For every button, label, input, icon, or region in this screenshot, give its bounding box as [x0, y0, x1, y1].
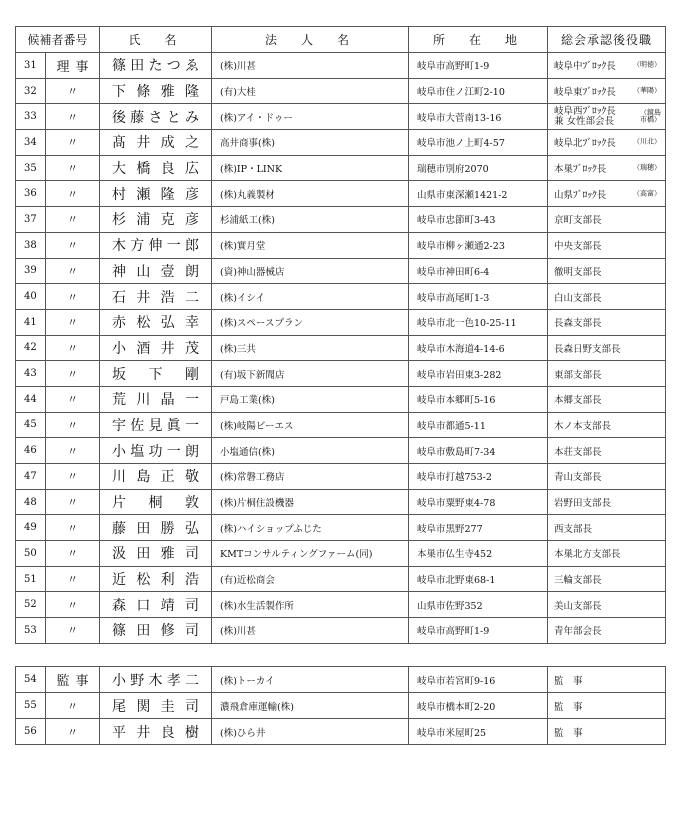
post-after-approval — [548, 78, 666, 104]
corporation-name: (株)トーカイ — [212, 667, 409, 693]
district-note-line-1: （華陽） — [633, 86, 662, 95]
candidate-number: 38 — [16, 232, 46, 258]
corporation-name: (有)坂下新聞店 — [212, 361, 409, 387]
address: 岐阜市米屋町25 — [409, 719, 548, 745]
header-post: 総会承認後役職 — [548, 27, 666, 53]
corporation-name: (株)三共 — [212, 335, 409, 361]
post-after-approval — [548, 181, 666, 207]
table-row — [16, 464, 666, 490]
corporation-name: (株)實月堂 — [212, 232, 409, 258]
post-text: 長森支部長 — [554, 318, 602, 330]
role: 〃 — [46, 207, 100, 233]
address: 岐阜市柳ヶ瀬通2-23 — [409, 232, 548, 258]
post-text: 木ノ本支部長 — [554, 420, 612, 432]
role: 〃 — [46, 515, 100, 541]
table-row — [16, 489, 666, 515]
candidate-name: 尾関圭司 — [100, 693, 212, 719]
post-text: 本荘支部長 — [554, 446, 602, 458]
table-row — [16, 207, 666, 233]
post-after-approval — [548, 464, 666, 490]
corporation-name: 戸島工業(株) — [212, 386, 409, 412]
candidate-name: 髙井成之 — [100, 130, 212, 156]
table-row — [16, 309, 666, 335]
candidate-name: 荒川晶一 — [100, 386, 212, 412]
candidate-name: 杉浦克彦 — [100, 207, 212, 233]
role: 〃 — [46, 693, 100, 719]
post-after-approval — [548, 361, 666, 387]
corporation-name: (株)常磐工務店 — [212, 464, 409, 490]
post-after-approval — [548, 592, 666, 618]
role: 〃 — [46, 719, 100, 745]
role: 〃 — [46, 386, 100, 412]
candidate-name: 小野木孝二 — [100, 667, 212, 693]
table-row — [16, 53, 666, 79]
address: 岐阜市高野町1-9 — [409, 618, 548, 644]
post-after-approval — [548, 155, 666, 181]
address: 岐阜市木海道4-14-6 — [409, 335, 548, 361]
table-row — [16, 618, 666, 644]
corporation-name: (株)川甚 — [212, 53, 409, 79]
header-candidate-no: 候補者番号 — [16, 27, 100, 53]
post-text: 徹明支部長 — [554, 266, 602, 278]
table-row — [16, 386, 666, 412]
candidate-number: 45 — [16, 412, 46, 438]
table-row — [16, 232, 666, 258]
role: 〃 — [46, 412, 100, 438]
candidate-number: 56 — [16, 719, 46, 745]
corporation-name: (株)片桐住設機器 — [212, 489, 409, 515]
district-note-line-1: （瑞穂） — [633, 163, 662, 172]
post-after-approval — [548, 667, 666, 693]
post-text: 東部支部長 — [554, 369, 602, 381]
address: 岐阜市本郷町5-16 — [409, 386, 548, 412]
post-text: 岩野田支部長 — [554, 498, 612, 510]
corporation-name: (株)ひら井 — [212, 719, 409, 745]
table-row — [16, 438, 666, 464]
candidate-number: 49 — [16, 515, 46, 541]
district-note-line-1: （鏡島 — [640, 108, 662, 117]
candidate-number: 54 — [16, 667, 46, 693]
candidate-name: 小塩功一朗 — [100, 438, 212, 464]
address: 山県市東深瀬1421-2 — [409, 181, 548, 207]
address: 岐阜市住ノ江町2-10 — [409, 78, 548, 104]
candidate-number: 52 — [16, 592, 46, 618]
corporation-name: (株)スペースプラン — [212, 309, 409, 335]
address: 岐阜市高尾町1-3 — [409, 284, 548, 310]
address: 岐阜市橋本町2-20 — [409, 693, 548, 719]
corporation-name: (株)ハイショップふじた — [212, 515, 409, 541]
post-text: 長森日野支部長 — [554, 343, 621, 355]
table-row — [16, 78, 666, 104]
corporation-name: 杉浦紙工(株) — [212, 207, 409, 233]
post-text: 京町支部長 — [554, 215, 602, 227]
corporation-name: (株)アイ・ドゥー — [212, 104, 409, 130]
corporation-name: (株)水生活製作所 — [212, 592, 409, 618]
post-after-approval — [548, 130, 666, 156]
candidate-number: 31 — [16, 53, 46, 79]
address: 岐阜市黒野277 — [409, 515, 548, 541]
post-after-approval — [548, 438, 666, 464]
candidate-number: 53 — [16, 618, 46, 644]
table-row — [16, 693, 666, 719]
role: 〃 — [46, 361, 100, 387]
candidate-number: 40 — [16, 284, 46, 310]
header-corporation: 法 人 名 — [212, 27, 409, 53]
corporation-name: (資)神山器械店 — [212, 258, 409, 284]
candidate-name: 宇佐見眞一 — [100, 412, 212, 438]
corporation-name: (株)丸義製材 — [212, 181, 409, 207]
candidate-number: 51 — [16, 566, 46, 592]
post-after-approval — [548, 566, 666, 592]
address: 岐阜市池ノ上町4-57 — [409, 130, 548, 156]
table-row — [16, 361, 666, 387]
post-after-approval — [548, 207, 666, 233]
address: 岐阜市高野町1-9 — [409, 53, 548, 79]
district-note-line-1: （高富） — [633, 189, 662, 198]
address: 岐阜市大菅南13-16 — [409, 104, 548, 130]
post-text: 中央支部長 — [554, 241, 602, 253]
candidate-number: 34 — [16, 130, 46, 156]
post-text: 白山支部長 — [554, 292, 602, 304]
address: 山県市佐野352 — [409, 592, 548, 618]
candidate-name: 森口靖司 — [100, 592, 212, 618]
candidate-number: 47 — [16, 464, 46, 490]
candidate-number: 36 — [16, 181, 46, 207]
candidate-name: 神山壹朗 — [100, 258, 212, 284]
table-row — [16, 592, 666, 618]
post-after-approval — [548, 693, 666, 719]
table-row — [16, 130, 666, 156]
table-row — [16, 412, 666, 438]
role: 〃 — [46, 284, 100, 310]
auditor-candidates-table — [15, 666, 666, 745]
candidate-number: 55 — [16, 693, 46, 719]
role: 〃 — [46, 438, 100, 464]
address: 岐阜市北野東68-1 — [409, 566, 548, 592]
post-text: 岐阜東ﾌﾞﾛｯｸ長 — [554, 87, 616, 99]
candidate-name: 小酒井茂 — [100, 335, 212, 361]
post-after-approval — [548, 386, 666, 412]
candidate-number: 39 — [16, 258, 46, 284]
candidate-name: 石井浩二 — [100, 284, 212, 310]
address: 瑞穂市別府2070 — [409, 155, 548, 181]
table-row — [16, 258, 666, 284]
address: 岐阜市岩田東3-282 — [409, 361, 548, 387]
address: 岐阜市打越753-2 — [409, 464, 548, 490]
table-row — [16, 335, 666, 361]
district-note — [633, 139, 661, 146]
candidate-name: 坂下剛 — [100, 361, 212, 387]
role: 〃 — [46, 618, 100, 644]
post-text: 本巣北方支部長 — [554, 549, 621, 561]
district-note-line-1: （川北） — [633, 137, 662, 146]
role: 〃 — [46, 155, 100, 181]
district-note-line-1: （明徳） — [633, 60, 662, 69]
table-row — [16, 104, 666, 130]
address: 岐阜市都通5-11 — [409, 412, 548, 438]
table-row — [16, 181, 666, 207]
district-note — [633, 164, 661, 171]
candidate-name: 下條雅隆 — [100, 78, 212, 104]
district-note — [633, 190, 661, 197]
address: 岐阜市北一色10-25-11 — [409, 309, 548, 335]
post-text: 岐阜北ﾌﾞﾛｯｸ長 — [554, 138, 616, 150]
director-candidates-table — [15, 26, 666, 644]
district-note — [633, 87, 661, 94]
candidate-number: 41 — [16, 309, 46, 335]
district-note-line-2: 市橋） — [640, 115, 662, 124]
post-text: 監 事 — [554, 675, 583, 687]
header-address: 所 在 地 — [409, 27, 548, 53]
table-row — [16, 284, 666, 310]
role: 〃 — [46, 592, 100, 618]
post-after-approval — [548, 412, 666, 438]
candidate-number: 35 — [16, 155, 46, 181]
candidate-number: 42 — [16, 335, 46, 361]
post-text: 本巣ﾌﾞﾛｯｸ長 — [554, 164, 607, 176]
role: 理事 — [46, 53, 100, 79]
corporation-name: (株)岐陽ビーエス — [212, 412, 409, 438]
address: 岐阜市忠節町3-43 — [409, 207, 548, 233]
candidate-number: 44 — [16, 386, 46, 412]
candidate-name: 片桐敦 — [100, 489, 212, 515]
role: 〃 — [46, 78, 100, 104]
corporation-name: (株)川甚 — [212, 618, 409, 644]
candidate-number: 48 — [16, 489, 46, 515]
role: 〃 — [46, 104, 100, 130]
table-row — [16, 719, 666, 745]
post-text: 監 事 — [554, 701, 583, 713]
post-after-approval — [548, 258, 666, 284]
post-text: 青山支部長 — [554, 472, 602, 484]
candidate-name: 近松利浩 — [100, 566, 212, 592]
corporation-name: KMTコンサルティングファーム(同) — [212, 541, 409, 567]
role: 〃 — [46, 464, 100, 490]
role: 〃 — [46, 335, 100, 361]
address: 本巣市仏生寺452 — [409, 541, 548, 567]
post-after-approval — [548, 541, 666, 567]
candidate-name: 赤松弘幸 — [100, 309, 212, 335]
role: 監事 — [46, 667, 100, 693]
candidate-name: 汲田雅司 — [100, 541, 212, 567]
post-text: 三輪支部長 — [554, 575, 602, 587]
post-line-2: 兼 女性部会長 — [554, 115, 615, 127]
candidate-number: 32 — [16, 78, 46, 104]
role: 〃 — [46, 566, 100, 592]
candidate-name: 藤田勝弘 — [100, 515, 212, 541]
table-row — [16, 515, 666, 541]
address: 岐阜市敷島町7-34 — [409, 438, 548, 464]
header-name: 氏 名 — [100, 27, 212, 53]
role: 〃 — [46, 130, 100, 156]
candidate-number: 43 — [16, 361, 46, 387]
post-text: 岐阜中ﾌﾞﾛｯｸ長 — [554, 61, 616, 73]
candidate-name: 篠田たつゑ — [100, 53, 212, 79]
post-after-approval — [548, 232, 666, 258]
post-after-approval — [548, 284, 666, 310]
address: 岐阜市若宮町9-16 — [409, 667, 548, 693]
candidate-name: 篠田修司 — [100, 618, 212, 644]
post-after-approval — [548, 309, 666, 335]
header-row — [16, 27, 666, 53]
candidate-name: 川島正敬 — [100, 464, 212, 490]
role: 〃 — [46, 181, 100, 207]
post-text: 本郷支部長 — [554, 395, 602, 407]
post-text: 西支部長 — [554, 523, 593, 535]
post-text: 美山支部長 — [554, 600, 602, 612]
post-after-approval — [548, 719, 666, 745]
post-after-approval — [548, 515, 666, 541]
candidate-number: 33 — [16, 104, 46, 130]
table-row — [16, 541, 666, 567]
corporation-name: 高井商事(株) — [212, 130, 409, 156]
post-after-approval — [548, 489, 666, 515]
post-text: 青年部会長 — [554, 626, 602, 638]
corporation-name: (株)イシイ — [212, 284, 409, 310]
role: 〃 — [46, 232, 100, 258]
corporation-name: (有)大桂 — [212, 78, 409, 104]
address: 岐阜市粟野東4-78 — [409, 489, 548, 515]
post-text: 山県ﾌﾞﾛｯｸ長 — [554, 189, 607, 201]
post-text: 監 事 — [554, 727, 583, 739]
table-row — [16, 566, 666, 592]
post-after-approval — [548, 335, 666, 361]
post-after-approval — [548, 618, 666, 644]
corporation-name: (有)近松商会 — [212, 566, 409, 592]
candidate-name: 大橋良広 — [100, 155, 212, 181]
role: 〃 — [46, 309, 100, 335]
role: 〃 — [46, 489, 100, 515]
table-row — [16, 667, 666, 693]
candidate-name: 平井良樹 — [100, 719, 212, 745]
candidate-number: 46 — [16, 438, 46, 464]
candidate-name: 村瀬隆彦 — [100, 181, 212, 207]
district-note — [640, 109, 661, 124]
role: 〃 — [46, 258, 100, 284]
candidate-name: 木方伸一郎 — [100, 232, 212, 258]
post-line-1: 岐阜西ﾌﾞﾛｯｸ長 — [554, 105, 616, 117]
candidate-number: 37 — [16, 207, 46, 233]
address: 岐阜市神田町6-4 — [409, 258, 548, 284]
corporation-name: (株)IP・LINK — [212, 155, 409, 181]
corporation-name: 濃飛倉庫運輸(株) — [212, 693, 409, 719]
role: 〃 — [46, 541, 100, 567]
district-note — [633, 62, 661, 69]
post-after-approval — [548, 53, 666, 79]
candidate-name: 後藤さとみ — [100, 104, 212, 130]
post-after-approval — [548, 104, 666, 130]
table-row — [16, 155, 666, 181]
candidate-number: 50 — [16, 541, 46, 567]
corporation-name: 小塩通信(株) — [212, 438, 409, 464]
